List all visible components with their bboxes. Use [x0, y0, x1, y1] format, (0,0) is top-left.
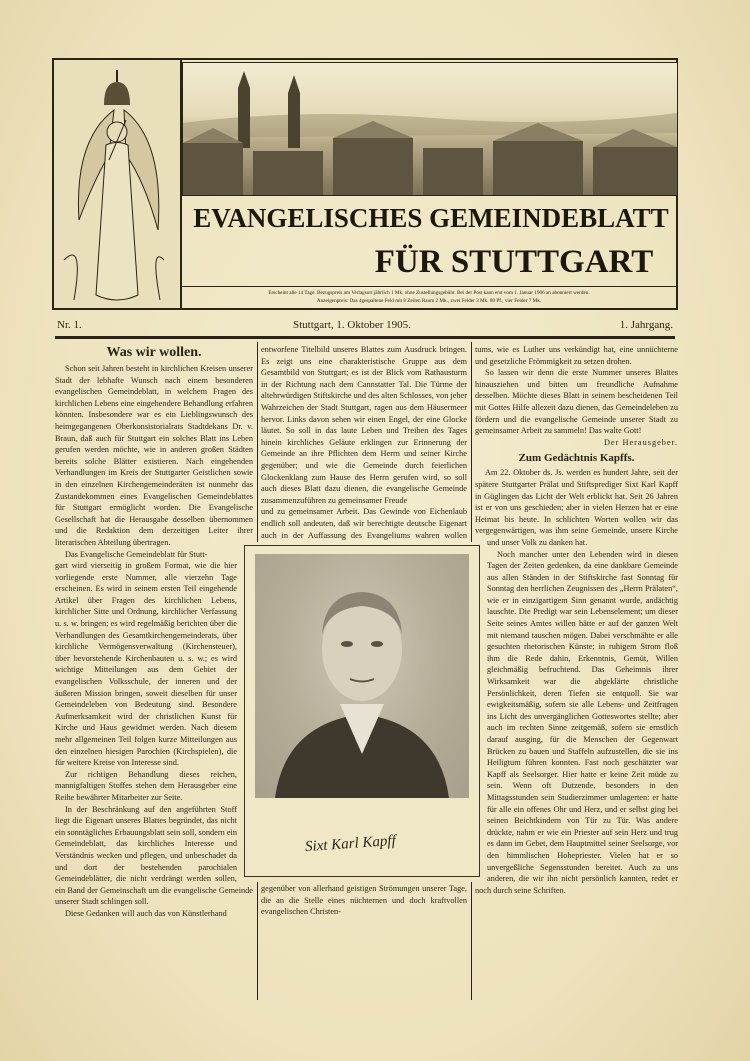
- paragraph: tums, wie es Luther uns verkündigt hat, eine unnüchterne und gesetzliche Frömmigkeit zu setzen drohen.: [475, 345, 678, 366]
- masthead-title: EVANGELISCHES GEMEINDEBLATT: [193, 203, 669, 233]
- article-column-1: [55, 344, 253, 920]
- masthead: [52, 58, 678, 310]
- issue-date: Stuttgart, 1. Oktober 1905.: [293, 319, 411, 331]
- paragraph: Noch mancher unter den Lebenden wird in diesen Tagen der Zeiten gedenken, da eine dankbare Gemeinde aus allen Ständen in der Stiftskirche fast Sonntag für Sonntag den herrlichen Zeugnissen des „Herrn Prälaten“, wie er in einzigartigem Sinn genannt wurde, andächtig lauschte. Die Predigt war sein Lebenselement; um dieser Seite seines Amtes willen hätte er auf der ganzen Welt mit niemand tauschen mögen. Dabei verschmähte er alle gesuchten rhetorischen Künste; in ruhigem Strom floß ihm die Rede dahin, Erkenntnis, Gemüt, Willen gleichmäßig befruchtend. Das Geheimnis ihrer Wirksamkeit war die abgeklärte christliche Persönlichkeit, deren Tiefen sie entquoll. Sie war ewigkeitsmäßig, sofern sie alle Lebens- und Zeitfragen ins Licht des unvergänglichen Gotteswortes stellte; aber auch im rechten Sinne zeitgemäß, sofern sie ernstlich darauf ausging, für die Menschen der Gegenwart Brücken zu bauen und Staffeln aufzustellen, die sie ins Heiligtum führen konnten. Fast noch geschätzter war Kapff als Seelsorger. Hier hatte er keine Zeit müde zu sein. Wenn oft Dutzende, besonders in den Mittagsstunden sein Studierzimmer umlagerten: er hatte für alle ein offenes Ohr und Herz, und er selbst ging bei seinen Beichtkindern von Tür zu Tür. Was andere drückte, nahm er wie ein Priester auf sein Herz und trug es dann im Gebet, dem Hauptmittel seiner Seelsorge, vor den himmlischen Hohepriester. Vielen hat er so unvergeßliche Segensstunden bereitet. Auch zu uns anderen, die wir ihn nicht persönlich kannten, redet er noch durch seine Schriften.: [475, 549, 678, 895]
- paragraph: Das Evangelische Gemeindeblatt für Stutt-: [65, 549, 208, 559]
- volume-number: 1. Jahrgang.: [619, 319, 673, 331]
- advertising-price-line: Anzeigenpreis: Das 4gespaltene Feld mit 8 Zeilen Raum 2 Mk., zwei Felder 3 Mk. 80 Pf., vier Felder 7 Mk.: [316, 298, 542, 304]
- portrait-photo: [255, 554, 469, 798]
- paragraph: Zur richtigen Behandlung dieses reichen, mannigfaltigen Stoffes stehen dem Herausgeber eine Reihe bewährter Mitarbeiter zur Seite.: [55, 769, 237, 802]
- column-divider: [471, 342, 472, 542]
- paragraph: und zu gemeinsamer Arbeit. Das Gewinde von Eichenlaub endlich soll andeuten, daß wir berechtigte deutsche Eigenart auch in der Auffassung des Evangeliums wahren wollen gegenüber von allerhand geistigen Strömungen unserer Tage, die an die Stelle eines nüchternen und doch kraftvollen evangelischen Christen-: [261, 507, 467, 917]
- dateline: [55, 316, 675, 339]
- portrait-signature: Sixt Karl Kapff: [304, 832, 397, 856]
- column-divider: [257, 882, 258, 1000]
- paragraph: Am 22. Oktober ds. Js. werden es hundert Jahre, seit der spätere Stuttgarter Prälat und Stiftsprediger Sixt Karl Kapff in Güglingen das Licht der Welt erblickt hat. Seit 26 Jahren ist er von uns geschieden; aber in vielen Herzen hat er eine Heimat bis heute. In schlichten Worten wollen wir das vergegenwärtigen, was ihm seine Gemeinde, unsere Kirche und unser Volk zu danken hat.: [475, 468, 678, 547]
- paragraph: In der Beschränkung auf den angeführten Stoff liegt die Eigenart unseres Blattes begründet, das nicht ein sonntägliches Erbauungsblatt sein soll, sondern ein Gemeindeblatt, das kirchliches Interesse und Verständnis wecken und pflegen, und unbeschadet da und dort der bestehenden parochialen Gemeindeblätter, die nicht verdrängt werden sollen, ein Band der Gemeinschaft um die evangelische Gemeinde unserer Stadt schlingen soll.: [55, 804, 253, 907]
- paragraph: Schon seit Jahren besteht in kirchlichen Kreisen unserer Stadt der lebhafte Wunsch nach einem besonderen evangelischen Gemeindeblatt, in welchem Fragen des kirchlichen Lebens eine eingehendere Behandlung erfahren könnten. Insbesondere war es ein Lieblingswunsch des heimgegangenen Oberkonsistorialrats Stadtdekans Dr. v. Braun, daß auch für Stuttgart ein solches Blatt ins Leben gerufen werden möchte, wie in anderen großen Städten bereits solche Blätter existieren. Nach eingehenden Verhandlungen im Kreis der Stuttgarter Geistlichen sowie in den einzelnen Kirchengemeinderäten ist nunmehr das Zustandekommen eines Evangelischen Gemeindeblattes für Stuttgart ermöglicht worden. Die Evangelische Gesellschaft hat die Herausgabe desselben übernommen und die Redaktion dem derzeitigen Leiter ihrer literarischen Abteilung übertragen.: [55, 364, 253, 547]
- stuttgart-cityscape-illustration: [182, 62, 678, 196]
- paragraph: entworfene Titelbild unseres Blattes zum Ausdruck bringen. Es zeigt uns eine charakteristische Gruppe aus dem Gesamtbild von Stuttgart; es ist der Blick vom Rathausturm in der Richtung nach dem Cannstatter Tal. Die Türme der altehrwürdigen Stiftskirche und des alten Schlosses, von jeher Wahrzeichen der Stadt Stuttgart, ragen aus dem Häusermeer hervor. Links davon sehen wir einen Engel, der eine Glocke läutet. So soll in das laute Leben und Treiben des Tages hinein kirchliches Geläute erklingen zur Erinnerung der Gemeinde an ihre Pflichten dem Herrn und seiner Kirche gegenüber; und wie die Gemeinde durch feierlichen Glockenklang zum Hause des Herrn gerufen wird, so soll auch dieses Blatt dazu dienen, die evangelische Gemeinde zusammenzuführen zu gemeinsamer Freude: [261, 345, 467, 505]
- subscription-price-line: Erscheint alle 14 Tage. Bezugspreis am Verlagsort jährlich 1 Mk. ohne Zustellungsgebühr. Bei der Post kann erst vom 1. Januar 1906 an abonniert werden.: [268, 290, 590, 296]
- paragraph: So lassen wir denn die erste Nummer unseres Blattes hinausziehen und bitten um freundliche Aufnahme desselben. Möchte dieses Blatt in seinem bescheidenen Teil mit Gottes Hilfe allezeit dazu dienen, das Gemeindeleben zu fördern und die evangelische Gemeinde unserer Stadt zu gemeinsamer Arbeit zu sammeln! Das walte Gott!: [475, 368, 678, 436]
- article-title: Zum Gedächtnis Kapffs.: [518, 452, 635, 465]
- article-signature: Der Herausgeber.: [603, 437, 678, 447]
- subscription-info: [182, 286, 676, 305]
- paragraph: gart wird vierseitig in großem Format, wie die hier vorliegende erste Nummer, alle vierzehn Tage erscheinen. Es wird in seinem ersten Teil eingehende Artikel über Fragen des kirchlichen Lebens, kirchlicher Sitte und Ordnung, kirchlicher Verfassung u. s. w. bringen; es wird regelmäßig berichten über die Verhandlungen des Gesamtkirchengemeinderats, über kirchliche Vermögensverwaltung (Kirchensteuer), über bevorstehende Kirchenbauten u. s. w.; es wird wichtige Mitteilungen aus dem Gebiet der evangelischen Volksschule, der inneren und der äußeren Mission bringen, soweit dieselben für unser Gemeindeleben von Bedeutung sind. Besondere Aufmerksamkeit wird der christlichen Kunst für Kirche und Haus gewidmet werden. Nach diesem mehr allgemeinen Teil folgen kurze Mitteilungen aus den einzelnen hiesigen Parochien (Kirchspielen), die für weitere Kreise von Interesse sind.: [55, 561, 237, 768]
- article-column-3: [475, 344, 678, 896]
- masthead-subtitle: FÜR STUTTGART: [374, 244, 654, 280]
- article-title: Was wir wollen.: [106, 345, 202, 360]
- portrait-frame: [244, 545, 480, 877]
- issue-number: Nr. 1.: [57, 319, 82, 331]
- column-divider: [257, 342, 258, 542]
- column-divider: [471, 882, 472, 1000]
- paragraph: Diese Gedanken will auch das von Künstlerhand: [65, 908, 227, 918]
- angel-with-bell-illustration: [54, 60, 182, 308]
